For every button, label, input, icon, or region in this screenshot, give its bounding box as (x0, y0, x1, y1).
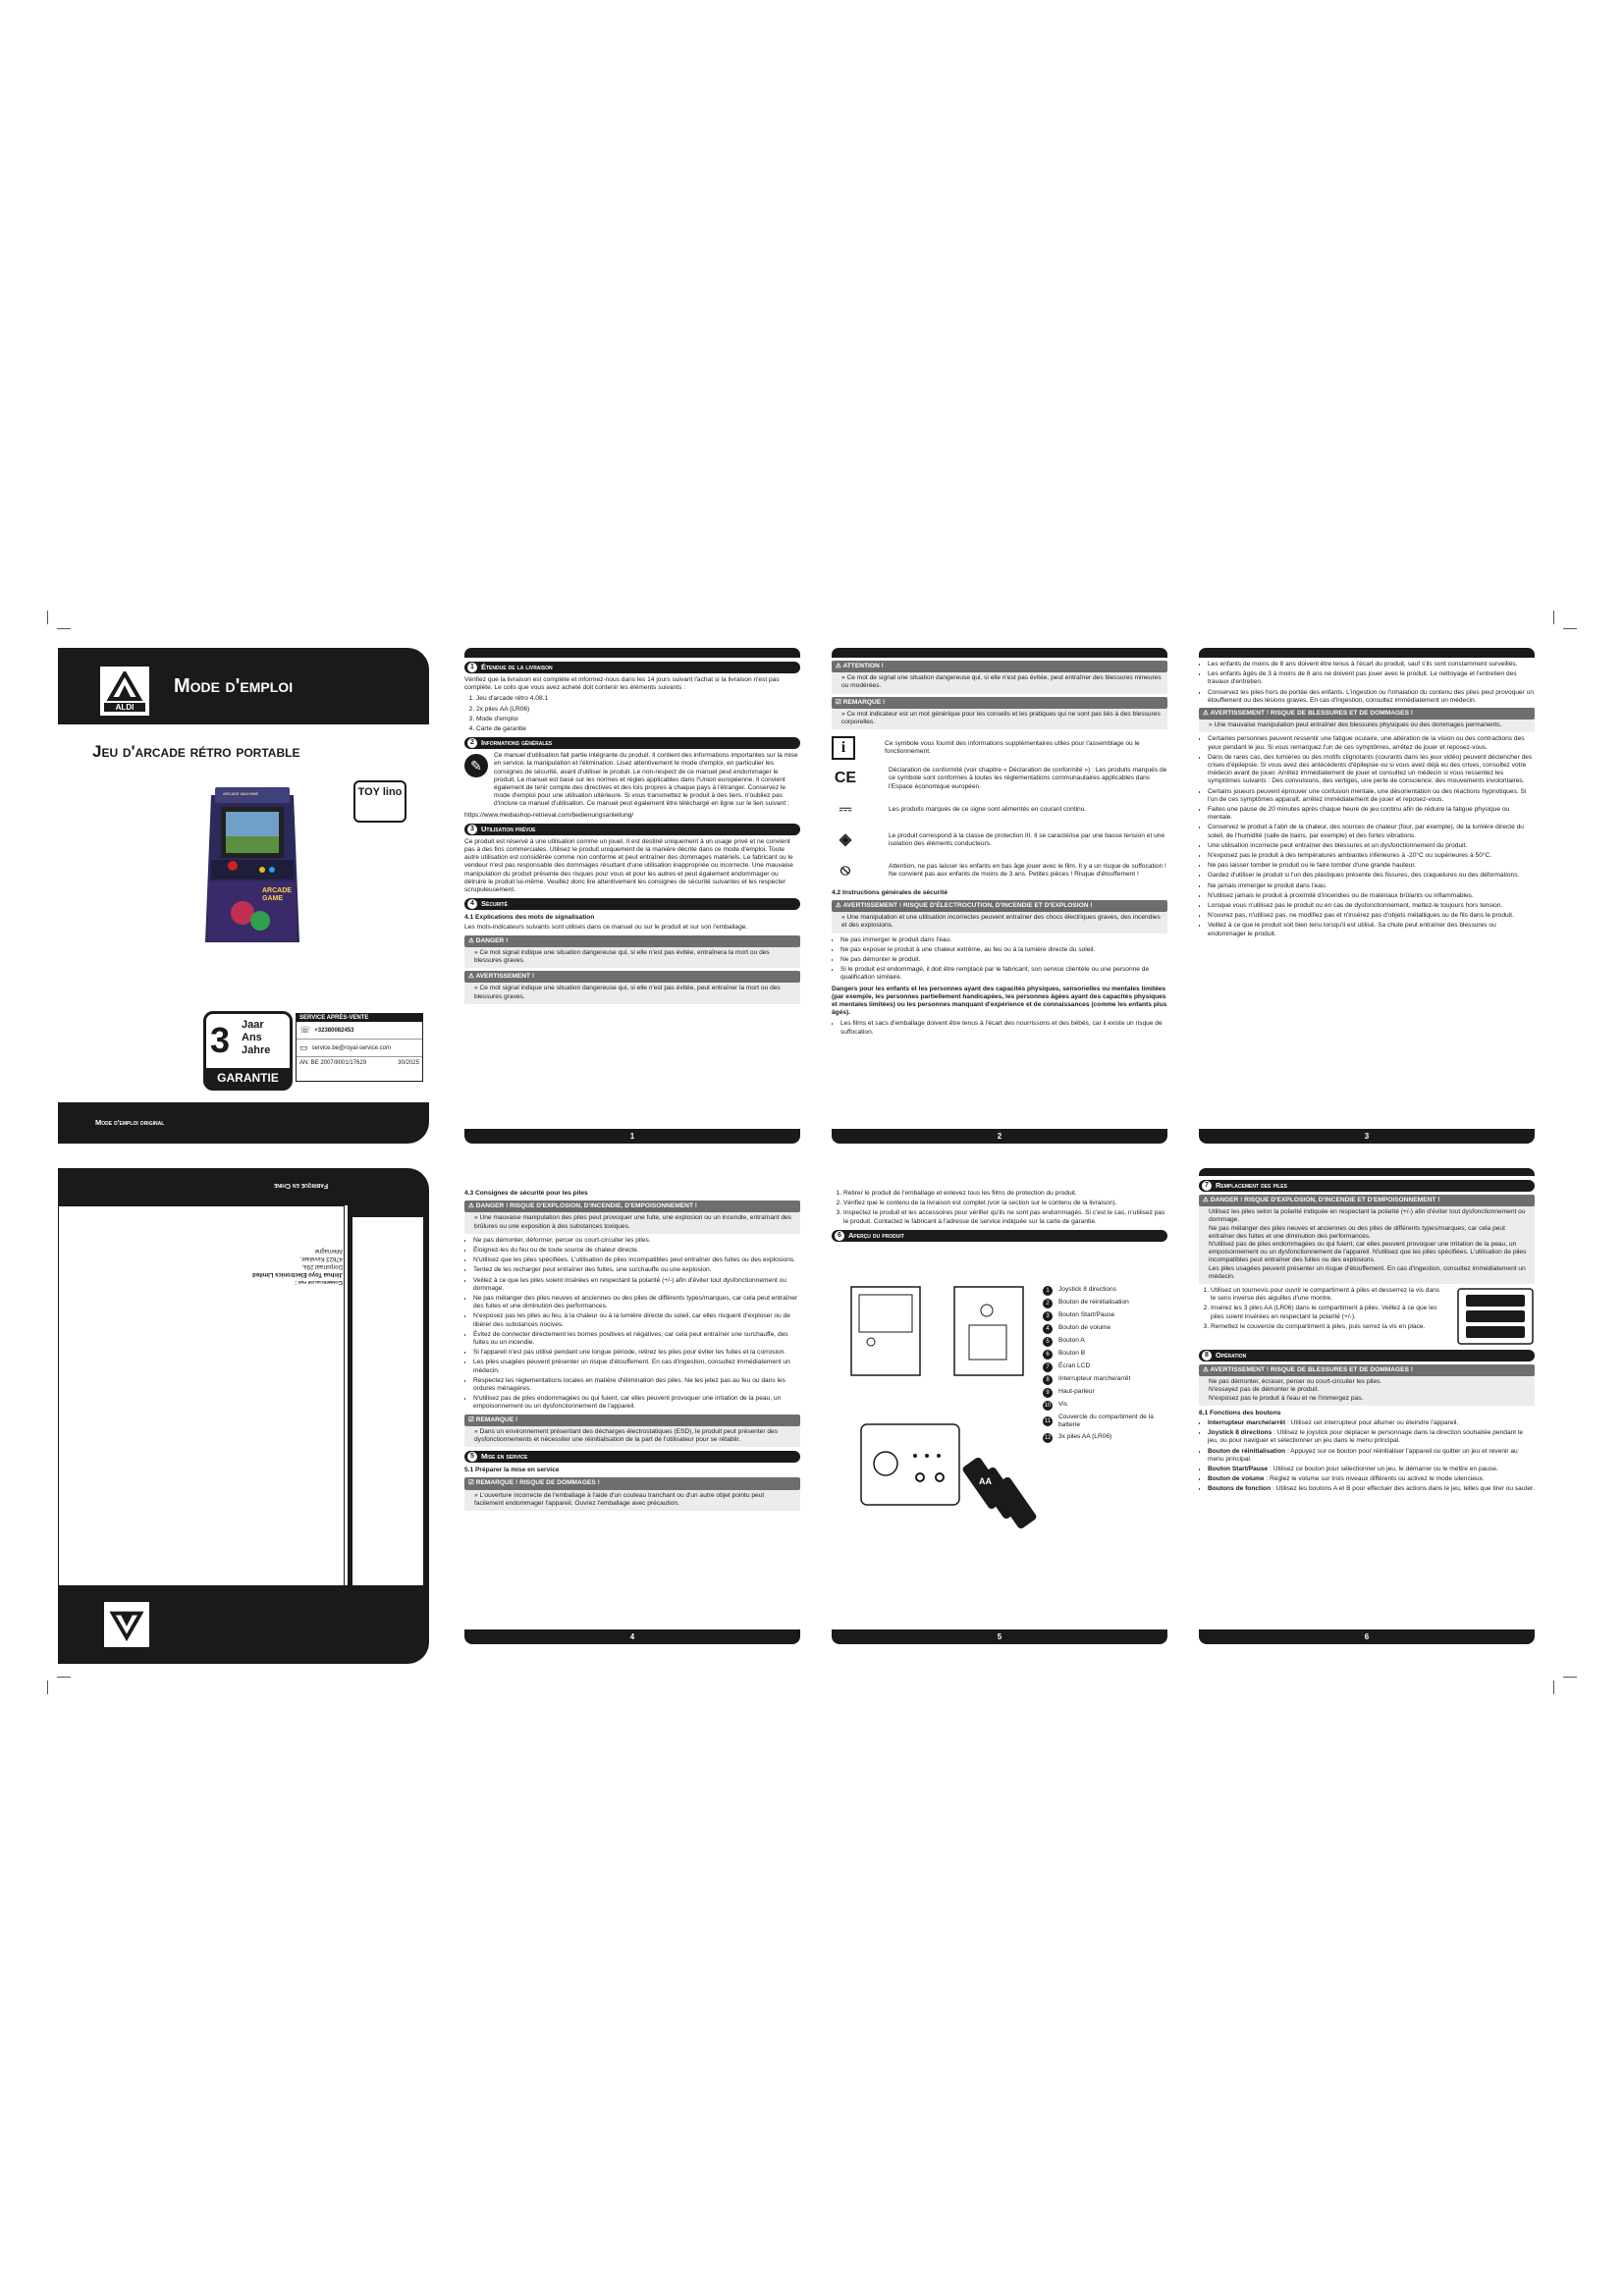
warning-text: » Une mauvaise manipulation peut entraîner des blessures physiques ou des dommages permanents. (1199, 720, 1535, 732)
bold-paragraph: Dangers pour les enfants et les personnes ayant des capacités physiques, sensorielles ou mentales limitées (par exemple, les personnes partiellement handicapées, les personnes âgées ayant des capacités physiques et mentales limitées) ou les personnes manquant d'expérience et de connaissances (comme les enfants plus âgés). (832, 985, 1167, 1017)
guarantee-years: 3 (210, 1020, 231, 1060)
distributor-label: Commercialisé par : (295, 1279, 343, 1285)
product-diagram (832, 1281, 1038, 1575)
manual-icon: ✎ (464, 754, 488, 777)
section-title: Informations générales (481, 738, 553, 748)
page-1 (464, 648, 800, 1144)
distributor-addr1: Dorpstraat 29a, (301, 1263, 343, 1269)
list-item: • Respectez les réglementations locales en matière d'élimination des piles. Ne les jetez pas au feu ou dans les ordures ménagères. (473, 1377, 800, 1393)
remarque-text: » Dans un environnement présentant des décharges électrostatiques (ESD), le produit peut présenter des dysfonctionnements et nécessiter une réinitialisation de la part de l'utilisateur pour se rétablir. (464, 1426, 800, 1447)
list-item: 2. 2x piles AA (LR06) (476, 706, 800, 714)
warning-title: AVERTISSEMENT ! RISQUE DE BLESSURES ET DE DOMMAGES ! (1210, 1366, 1414, 1374)
warning-icon: ⚠ (1203, 1366, 1211, 1374)
section-heading: 7 Remplacement des piles (1199, 1180, 1535, 1192)
note-icon: ☑ (468, 1415, 476, 1423)
warning-line: Utilisez les piles selon la polarité indiquée en respectant la polarité (+/-) afin d'éviter tout dysfonctionnement ou dommage. (1209, 1208, 1526, 1224)
list-item: • Les enfants de moins de 8 ans doivent être tenus à l'écart du produit, sauf s'ils sont constamment surveillés. (1208, 661, 1535, 668)
page-footer: 1 (464, 1129, 800, 1144)
parts-legend (1043, 1284, 1167, 1444)
danger-title: DANGER ! (475, 936, 509, 944)
aldi-logo-text: ALDI (104, 703, 145, 712)
section-title: Sécurité (481, 899, 508, 909)
warning-icon: ⚠ (836, 902, 843, 910)
legend-item: 9 Haut-parleur (1043, 1386, 1167, 1399)
attention-text: » Ce mot de signal une situation dangereuse qui, si elle n'est pas évitée, peut entraîner des blessures mineures ou modérées. (832, 672, 1167, 693)
back-white-box-2 (352, 1217, 423, 1595)
symbol-text: Le produit correspond à la classe de protection III. Il se caractérise par une basse tension et une isolation des éléments conducteurs. (889, 831, 1165, 847)
crop-mark (57, 628, 71, 629)
list-item: • Les films et sacs d'emballage doivent être tenus à l'écart des nourrissons et des bébés, car il existe un risque de suffocation. (840, 1020, 1167, 1036)
list-item: • Dans de rares cas, des lumières ou des motifs clignotants (courants dans les jeux vidéo) peuvent déclencher des crises d'épilepsie. Si vous avez des antécédents d'épilepsie ou si vous avez déjà eu des crises, consultez votre médecin avant de jouer. Arrêtez immédiatement de jouer et consultez un médecin si vous ressentez les symptômes suivants : Des convulsions, des vertiges, une perte de conscience, des mouvements involontaires. (1208, 754, 1535, 786)
legend-item: 5 Bouton A (1043, 1335, 1167, 1348)
section-heading: 3 Utilisation prévue (464, 824, 800, 835)
list-item: • Certains joueurs peuvent éprouver une confusion mentale, une désorientation ou des réactions hypnotiques. Si l'un de ces symptômes apparaît, arrêtez immédiatement de jouer et reposez-vous. (1208, 788, 1535, 804)
list-item: • Faites une pause de 20 minutes après chaque heure de jeu continu afin de réduire la fatigue physique ou mentale. (1208, 806, 1535, 822)
warning-line: Ne pas démonter, écraser, percer ou court-circuiter les piles. (1209, 1378, 1382, 1386)
section-heading: 2 Informations générales (464, 737, 800, 749)
date-code: 30/2025 (398, 1060, 419, 1066)
symbol-row (832, 828, 1167, 852)
list-item: • N'exposez pas le produit à des températures ambiantes inférieures à -20°C ou supérieures à 50°C. (1208, 852, 1535, 860)
function-label: Bouton de réinitialisation (1208, 1447, 1286, 1455)
avert-heading (464, 971, 800, 983)
page-footer: 2 (832, 1129, 1167, 1144)
list-item: • Les enfants âgés de 3 à moins de 8 ans ne doivent pas jouer avec le produit. Le nettoyage et l'entretien des travaux d'entretien. (1208, 670, 1535, 686)
legend-item: 7 Écran LCD (1043, 1361, 1167, 1373)
page-5 (832, 1168, 1167, 1664)
symbol-text: Attention, ne pas laisser les enfants en bas âge jouer avec le film. Il y a un risque de suffocation ! Ne convient pas aux enfants de moins de 3 ans. Petites pièces ! Risque d'étouffement ! (889, 862, 1166, 878)
page-footer: 5 (832, 1629, 1167, 1644)
page-footer: 3 (1199, 1129, 1535, 1144)
symbol-row (832, 798, 1167, 822)
section-title: Opération (1216, 1350, 1247, 1360)
steps-list (832, 1190, 1167, 1226)
function-text: Utilisez le joystick pour déplacer le personnage dans la direction souhaitée pendant le jeu, ou pour naviguer et sélectionner un jeu dans le menu principal. (1208, 1429, 1524, 1445)
symbol-row (832, 767, 1167, 791)
warning-heading (1199, 1364, 1535, 1376)
page-footer: 6 (1199, 1629, 1535, 1644)
legend-label: Joystick 8 directions (1058, 1286, 1116, 1294)
bullet-list (832, 936, 1167, 983)
page-6 (1199, 1168, 1535, 1664)
warning-icon: ⚠ (468, 936, 476, 944)
aftersales-header: SERVICE APRÈS-VENTE (297, 1014, 422, 1022)
danger-heading (464, 935, 800, 947)
subsection-title: 8.1 Fonctions des boutons (1199, 1409, 1281, 1416)
subsection-title: 4.3 Consignes de sécurité pour les piles (464, 1190, 588, 1197)
legend-item: 2 Bouton de réinitialisation (1043, 1297, 1167, 1309)
distributor-block (156, 1247, 343, 1286)
note-icon: ☑ (468, 1479, 476, 1487)
remarque-heading (464, 1415, 800, 1426)
list-item: • Si l'appareil n'est pas utilisé pendant une longue période, retirez les piles pour éviter les fuites et la corrosion. (473, 1349, 800, 1357)
distributor-addr2: 47623 Kevelaer, (299, 1255, 343, 1261)
function-item: • Interrupteur marche/arrêt : Utilisez cet interrupteur pour allumer ou éteindre l'appareil. (1208, 1419, 1535, 1427)
warning-title: AVERTISSEMENT ! RISQUE DE BLESSURES ET DE DOMMAGES ! (1210, 710, 1414, 718)
legend-label: Interrupteur marche/arrêt (1058, 1375, 1131, 1383)
warning-text: » Une manipulation et une utilisation incorrectes peuvent entraîner des chocs électriques graves, des incendies et des explosions. (832, 912, 1167, 933)
guarantee-badge (203, 1011, 293, 1091)
warning-icon: ⚠ (836, 663, 843, 669)
list-item: • N'utilisez pas de piles endommagées ou qui fuient, car elles peuvent provoquer une irritation de la peau, un empoisonnement ou un dysfonctionnement de l'appareil. (473, 1395, 800, 1411)
paragraph: Vérifiez que la livraison est complète et informez-nous dans les 14 jours suivant l'achat si la livraison n'est pas complète. Le colis que vous avez acheté doit contenir les éléments suivants : (464, 676, 780, 692)
brand-logo: TOY lino (353, 780, 406, 823)
list-item: • Certaines personnes peuvent ressentir une fatigue oculaire, une altération de la vision ou des contractions des yeux pendant le jeu. Si vous remarquez l'un de ces symptômes, arrêtez de jouer et reposez-vous. (1208, 735, 1535, 751)
warning-heading (464, 1201, 800, 1212)
delivery-list (464, 695, 800, 733)
danger-text: » Ce mot signal indique une situation dangereuse qui, si elle n'est pas évitée, entraînera la mort ou des blessures graves. (464, 947, 800, 968)
list-item: 1. Utilisez un tournevis pour ouvrir le compartiment à piles et desserrez la vis dans le sens inverse des aiguilles d'une montre. (1211, 1287, 1446, 1303)
list-item: • Ne pas laisser tomber le produit ou le faire tomber d'une grande hauteur. (1208, 862, 1535, 870)
note-icon: ☑ (836, 698, 843, 706)
list-item: 2. Insérez les 3 piles AA (LR06) dans le compartiment à piles. Veillez à ce que les piles soient insérées en respectant la polarité (+/-). (1211, 1305, 1446, 1320)
remarque-heading (832, 697, 1167, 709)
warning-heading (1199, 1195, 1535, 1206)
legend-item: 1 Joystick 8 directions (1043, 1284, 1167, 1297)
legend-item: 10 Vis (1044, 1401, 1068, 1409)
battery-steps-block (1199, 1287, 1535, 1346)
list-item: • N'utilisez jamais le produit à proximité d'incendies ou de matériaux brûlants ou inflammables. (1208, 892, 1535, 900)
legend-item: 3 Bouton Start/Pause (1043, 1309, 1167, 1322)
page-top-bar (832, 648, 1167, 658)
guarantee-jahre: Jahre (242, 1044, 271, 1056)
warning-body (1199, 1376, 1535, 1406)
info-block (464, 752, 800, 811)
warning-text: » Une mauvaise manipulation des piles peut provoquer une fuite, une explosion ou un incendie, entraînant des brûlures ou une exposition à des substances toxiques. (464, 1212, 800, 1233)
section-title: Étendue de la livraison (481, 662, 553, 671)
bullet-list (1199, 661, 1535, 705)
website-text[interactable]: service.be@royal-service.com (311, 1044, 391, 1051)
functions-list (1199, 1419, 1535, 1494)
warning-icon: ⚠ (468, 973, 476, 981)
page-2 (832, 648, 1167, 1144)
function-label: Joystick 8 directions (1208, 1429, 1272, 1437)
made-in-text: Fabriqué en Chine (274, 1182, 329, 1189)
list-item: • Tentez de les recharger peut entraîner des fuites, une surchauffe ou une explosion. (473, 1266, 800, 1274)
steps-list (1199, 1287, 1446, 1343)
remarque-text: » L'ouverture incorrecte de l'emballage à l'aide d'un couteau tranchant ou d'un autre objet pointu peut facilement endommager l'appareil. Ouvrez l'emballage avec précaution. (464, 1490, 800, 1511)
aldi-logo-rotated (102, 1600, 151, 1649)
phone-row (297, 1022, 422, 1040)
cover-title: Mode d'emploi (174, 675, 294, 697)
list-item: • Évitez de connecter directement les bornes positives et négatives, car cela peut entraîner une surchauffe, des fuites ou un incendie. (473, 1331, 800, 1347)
legend-label: Bouton A (1058, 1337, 1085, 1345)
legend-item: 11 Couvercle du compartiment de la batterie (1043, 1412, 1167, 1431)
phone-icon: ☏ (299, 1025, 311, 1035)
cover-footer (58, 1102, 429, 1144)
avert-text: » Ce mot signal indique une situation dangereuse qui, si elle n'est pas évitée, peut entraîner la mort ou des blessures graves. (464, 983, 800, 1003)
list-item: • Ne pas démonter le produit. (840, 956, 1167, 964)
list-item: • N'ouvrez pas, n'utilisez pas, ne modifiez pas et n'insérez pas d'objets métalliques ou de fils dans le produit. (1208, 912, 1535, 920)
section-title: Mise en service (481, 1452, 528, 1462)
legend-label: Haut-parleur (1058, 1388, 1095, 1396)
list-item: • Veillez à ce que le produit soit bien tenu lorsqu'il est utilisé. Sa chute peut entraîner des blessures ou endommager le produit. (1208, 922, 1535, 937)
batteries-group (961, 1456, 1038, 1529)
crop-mark (47, 611, 48, 624)
list-item: • Éloignez-les du feu ou de toute source de chaleur directe. (473, 1247, 800, 1255)
product-title: Jeu d'arcade rétro portable (92, 742, 300, 761)
list-item: • Ne jamais immerger le produit dans l'eau. (1208, 882, 1535, 890)
warning-title: DANGER ! RISQUE D'EXPLOSION, D'INCENDIE, D'EMPOISONNEMENT ! (475, 1202, 697, 1210)
legend-item: 6 Bouton B (1043, 1348, 1167, 1361)
function-text: Utilisez cet interrupteur pour allumer ou éteindre l'appareil. (1290, 1419, 1459, 1427)
legend-label: Couvercle du compartiment de la batterie (1058, 1413, 1154, 1428)
warning-line: Ne pas mélanger des piles neuves et anciennes ou des piles de différents types/marques, car cela peut entraîner des fuites et une diminution des performances. (1209, 1224, 1505, 1240)
function-item: • Bouton de réinitialisation : Appuyez sur ce bouton pour réinitialiser l'appareil ou quitter un jeu et revenir au menu principal. (1208, 1448, 1535, 1464)
remarque-title: REMARQUE ! RISQUE DE DOMMAGES ! (475, 1479, 600, 1487)
section-title: Remplacement des piles (1216, 1180, 1287, 1190)
bullet-list (1199, 735, 1535, 937)
list-item: • Ne pas démonter, déformer, percer ou court-circuiter les piles. (473, 1237, 800, 1245)
code-row (297, 1057, 422, 1069)
computer-icon: ▭ (299, 1042, 308, 1052)
arcade-side-text: ARCADE GAME (262, 887, 292, 902)
section-heading: 1 Étendue de la livraison (464, 662, 800, 673)
list-item: 3. Inspectez le produit et les accessoires pour vérifier qu'ils ne sont pas endommagés. Si c'est le cas, n'utilisez pas le produit. Contactez le fabricant à l'adresse de service indiquée sur la carte de garantie. (843, 1209, 1167, 1225)
page-3 (1199, 648, 1535, 1144)
page-top-bar (464, 648, 800, 658)
list-item: • Ne pas immerger le produit dans l'eau. (840, 936, 1167, 944)
remarque-text: » Ce mot indicateur est un mot générique pour les conseils et les pratiques qui ne sont pas liés à des blessures corporelles. (832, 709, 1167, 729)
subsection-title: 4.1 Explications des mots de signalisation (464, 914, 595, 922)
download-link[interactable]: https://www.mediashop-retrieval.com/bedienungsanleitung/ (464, 811, 634, 819)
ce-mark-icon: CE (834, 770, 857, 787)
list-item: 3. Remettez le couvercle du compartiment à piles, puis serrez la vis en place. (1211, 1323, 1446, 1331)
legend-label: Bouton de volume (1058, 1324, 1111, 1332)
list-item: • Ne pas exposer le produit à une chaleur extrême, au feu ou à la lumière directe du soleil. (840, 946, 1167, 954)
list-item: • Conservez les piles hors de portée des enfants. L'ingestion ou l'inhalation du contenu des piles peut provoquer un étouffement ou des lésions graves. En cas d'ingestion, consultez immédiatement un médecin. (1208, 689, 1535, 705)
guarantee-label: GARANTIE (206, 1068, 290, 1088)
legend-label: Bouton B (1058, 1350, 1086, 1358)
warning-line: Les piles usagées peuvent présenter un risque d'étouffement. En cas d'ingestion, consultez immédiatement un médecin. (1209, 1264, 1526, 1280)
subsection-title: 5.1 Préparer la mise en service (464, 1467, 560, 1474)
function-text: Réglez le volume sur trois niveaux différents ou activez le mode silencieux. (1270, 1475, 1485, 1483)
symbol-row (832, 859, 1167, 882)
info-icon: i (832, 736, 855, 760)
list-item: 3. Mode d'emploi (476, 716, 800, 723)
guarantee-ans: Ans (242, 1032, 262, 1043)
list-item: • Si le produit est endommagé, il doit être remplacé par le fabricant, son service clientèle ou une personne de qualification similaire. (840, 966, 1167, 982)
function-item: • Joystick 8 directions : Utilisez le joystick pour déplacer le personnage dans la direction souhaitée pendant le jeu, ou pour naviguer et sélectionner un jeu dans le menu principal. (1208, 1429, 1535, 1445)
attention-title: ATTENTION ! (842, 663, 884, 669)
section-title: Aperçu du produit (848, 1230, 904, 1240)
back-cover-panel (58, 1168, 429, 1664)
warning-body (1199, 1206, 1535, 1284)
function-text: Utilisez les boutons A et B pour effectuer des actions dans le jeu, telles que tirer ou sauter. (1275, 1485, 1535, 1493)
warning-line: N'exposez pas le produit à l'eau et ne l'immergez pas. (1209, 1394, 1364, 1402)
crop-mark (1553, 1681, 1554, 1694)
age-warning-icon: ⦸ (839, 861, 851, 879)
protection-class-icon: ◈ (839, 830, 852, 848)
symbol-row (832, 736, 1167, 760)
crop-mark (1553, 611, 1554, 624)
subsection-title: 4.2 Instructions générales de sécurité (832, 888, 948, 896)
direct-current-icon: ⎓ (839, 800, 852, 818)
function-item: • Boutons de fonction : Utilisez les boutons A et B pour effectuer des actions dans le jeu, telles que tirer ou sauter. (1208, 1485, 1535, 1493)
section-heading: 6 Aperçu du produit (832, 1230, 1167, 1242)
arcade-cabinet-image (193, 785, 311, 957)
aftersales-box (296, 1013, 423, 1082)
crop-mark (57, 1677, 71, 1678)
paragraph: Ce produit est réservé à une utilisation comme un jouet. Il est destiné uniquement à un usage privé et ne convient pas à des fins commerciales. Utilisez le produit uniquement de la manière décrite dans ce mode d'emploi. Toute autre utilisation est considérée comme non conforme et peut entraîner des dommages matériels. Le fabricant ou le vendeur n'est pas responsable des dommages résultant d'une utilisation inappropriée ou incorrecte. Une mauvaise manipulation du produit présente des risques pour vous et pour les autres et peut également endommager ou détruire le produit lui-même. Veuillez donc lire attentivement les consignes de sécurité suivantes et les respecter scrupuleusement. (464, 837, 793, 894)
original-label: Mode d'emploi original (95, 1118, 165, 1127)
function-label: Bouton de volume (1208, 1475, 1265, 1483)
symbol-text: Déclaration de conformité (voir chapitre « Déclaration de conformité ») : Les produits marqués de ce symbole sont conformes à toutes les réglementations communautaires applicables dans l'Espace économique européen. (889, 767, 1167, 790)
remarque-title: REMARQUE ! (842, 698, 886, 706)
list-item: • N'exposez pas les piles au feu, à la chaleur ou à la lumière directe du soleil, car elles risquent d'exploser ou de libérer des substances nocives. (473, 1312, 800, 1328)
warning-heading (1199, 708, 1535, 720)
distributor-name: Jinhua Toyo Electronics Limited (252, 1271, 343, 1277)
symbol-text: Les produits marqués de ce signe sont alimentés en courant continu. (889, 805, 1087, 813)
attention-heading (832, 661, 1167, 672)
list-item: 2. Vérifiez que le contenu de la livraison est complet (voir la section sur le contenu de la livraison). (843, 1200, 1167, 1207)
legend-label: 3x piles AA (LR06) (1058, 1433, 1112, 1441)
avert-title: AVERTISSEMENT ! (475, 973, 535, 981)
page-top-bar (1199, 648, 1535, 658)
page-4 (464, 1168, 800, 1664)
page-top-bar (1199, 1168, 1535, 1176)
function-label: Boutons de fonction (1208, 1485, 1272, 1493)
remarque-heading (464, 1477, 800, 1489)
phone-number: +32380082453 (314, 1027, 354, 1034)
function-label: Bouton Start/Pause (1208, 1466, 1269, 1473)
function-item: • Bouton Start/Pause : Utilisez ce bouton pour sélectionner un jeu, le démarrer ou le mettre en pause. (1208, 1466, 1535, 1473)
cover-header (58, 648, 429, 724)
function-text: Appuyez sur ce bouton pour réinitialiser l'appareil ou quitter un jeu et revenir au menu principal. (1208, 1447, 1518, 1463)
warning-line: N'essayez pas de démonter le produit. (1209, 1386, 1320, 1394)
arcade-marquee: ARCADE MACHINE (223, 791, 259, 796)
legend-item: 4 Bouton de volume (1043, 1322, 1167, 1335)
function-text: Utilisez ce bouton pour sélectionner un jeu, le démarrer ou le mettre en pause. (1272, 1466, 1498, 1473)
warning-heading (832, 900, 1167, 912)
crop-mark (1563, 1677, 1577, 1678)
list-item: 1. Retirer le produit de l'emballage et enlevez tous les films de protection du produit. (843, 1190, 1167, 1198)
distributor-addr3: Allemagne (314, 1248, 343, 1254)
section-heading: 5 Mise en service (464, 1451, 800, 1463)
legend-label: Écran LCD (1058, 1362, 1091, 1370)
warning-title: DANGER ! RISQUE D'EXPLOSION, D'INCENDIE ET D'EMPOISONNEMENT ! (1210, 1197, 1440, 1203)
warning-line: N'utilisez pas de piles endommagées ou qui fuient, car elles peuvent provoquer une irritation de la peau, un empoisonnement ou un dysfonctionnement de l'appareil. N'utilisez que les piles spécifiées. L'utilisation de piles incompatibles peut entraîner des fuites ou des explosions. (1209, 1241, 1527, 1264)
warning-icon: ⚠ (468, 1202, 476, 1210)
battery-label: AA (979, 1476, 992, 1486)
section-heading: 4 Sécurité (464, 898, 800, 910)
function-item: • Bouton de volume : Réglez le volume sur trois niveaux différents ou activez le mode silencieux. (1208, 1475, 1535, 1483)
list-item: • Gardez d'utiliser le produit si l'un des plastiques présente des fissures, des craquelures ou des déformations. (1208, 872, 1535, 880)
cover-panel (58, 648, 429, 1144)
ian-code: AN: BE 2007/8001/17629 (299, 1060, 367, 1066)
function-label: Interrupteur marche/arrêt (1208, 1419, 1286, 1427)
list-item: • N'utilisez que les piles spécifiées. L'utilisation de piles incompatibles peut entraîner des fuites ou des explosions. (473, 1256, 800, 1264)
battery-compartment-image (1456, 1287, 1535, 1346)
list-item: 4. Carte de garantie (476, 725, 800, 733)
section-title: Utilisation prévue (481, 824, 536, 833)
crop-mark (1563, 628, 1577, 629)
warning-title: AVERTISSEMENT ! RISQUE D'ÉLECTROCUTION, D'INCENDIE ET D'EXPLOSION ! (842, 902, 1093, 910)
warning-icon: ⚠ (1203, 710, 1211, 718)
list-item: • Lorsque vous n'utilisez pas le produit ou en cas de dysfonctionnement, mettez-le toujours hors tension. (1208, 902, 1535, 910)
page-footer: 4 (464, 1629, 800, 1644)
list-item: • Conservez le produit à l'abri de la chaleur, des sources de chaleur (four, par exemple), de la lumière directe du soleil, de l'humidité (salle de bains, par exemple) et des fortes vibrations. (1208, 824, 1535, 839)
remarque-title: REMARQUE ! (475, 1415, 518, 1423)
legend-item: 8 Interrupteur marche/arrêt (1043, 1373, 1167, 1386)
paragraph: Les mots-indicateurs suivants sont utilisés dans ce manuel ou sur le produit et sur son l'emballage. (464, 924, 748, 932)
legend-label: Vis (1058, 1401, 1068, 1409)
section-heading: 8 Opération (1199, 1350, 1535, 1362)
paragraph: Ce manuel d'utilisation fait partie intégrante du produit. Il contient des informations importantes sur la mise en service, la manipulation et l'élimination. Lisez attentivement le mode d'emploi, en particulier les consignes de sécurité, avant d'utiliser le produit. Le non-respect de ce manuel peut endommager le produit. Le manuel est basé sur les normes et règles applicables dans l'Union européenne. Il convient également de tenir compte des directives et des lois propres à chaque pays à l'étranger. Conservez le mode d'emploi pour une utilisation ultérieure. Si vous transmettez le produit à des tiers, n'oubliez pas d'inclure ce manuel d'utilisation. Ce manuel peut également être téléchargé en ligne sur le lien suivant : (494, 752, 798, 808)
legend-label: Bouton Start/Pause (1058, 1311, 1115, 1319)
crop-mark (47, 1681, 48, 1694)
aldi-logo (98, 665, 151, 718)
list-item: • Les piles usagées peuvent présenter un risque d'étouffement. En cas d'ingestion, consultez immédiatement un médecin. (473, 1359, 800, 1374)
legend-item: 12 3x piles AA (LR06) (1044, 1433, 1112, 1441)
list-item: 1. Jeu d'arcade rétro 4.08.1 (476, 695, 800, 703)
bullet-list (832, 1020, 1167, 1036)
bullet-list (464, 1237, 800, 1412)
guarantee-jaar: Jaar (242, 1019, 264, 1031)
symbol-text: Ce symbole vous fournit des informations supplémentaires utiles pour l'assemblage ou le fonctionnement. (885, 740, 1140, 756)
website-row (297, 1040, 422, 1057)
back-cover-top (58, 1168, 429, 1205)
legend-label: Bouton de réinitialisation (1058, 1299, 1129, 1307)
list-item: • Une utilisation incorrecte peut entraîner des blessures et un dysfonctionnement du produit. (1208, 842, 1535, 850)
list-item: • Veillez à ce que les piles soient insérées en respectant la polarité (+/-) afin d'éviter tout dysfonctionnement ou dommage. (473, 1277, 800, 1293)
list-item: • Ne pas mélanger des piles neuves et anciennes ou des piles de différents types/marques, car cela peut entraîner des fuites et une diminution des performances. (473, 1295, 800, 1310)
warning-icon: ⚠ (1203, 1197, 1211, 1203)
